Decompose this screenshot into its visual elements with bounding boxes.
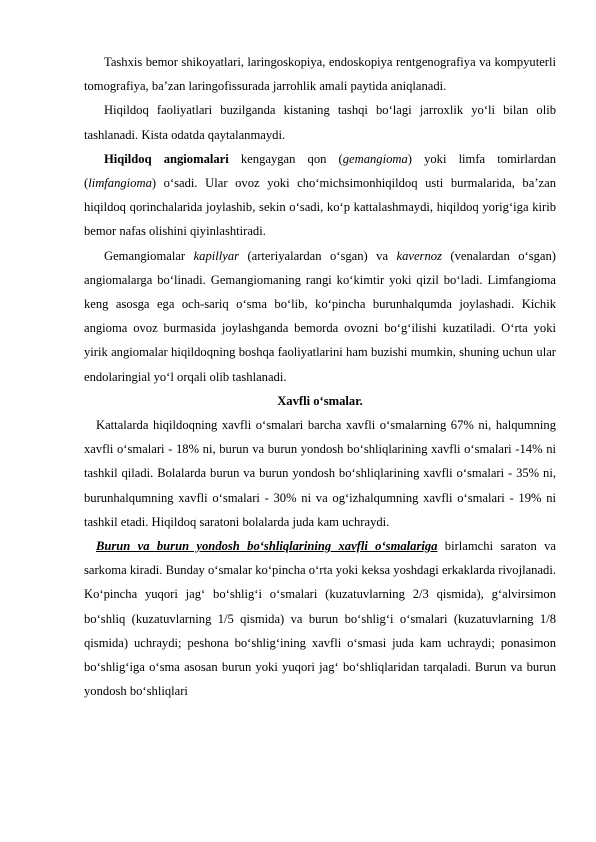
paragraph-diagnosis: Tashxis bemor shikoyatlari, laringoskopiya, endoskopiya rentgenografiya va kompyuterli tomografiya, ba’zan laringofissurada jarrohlik amali paytida aniqlanadi.	[84, 55, 556, 94]
document-page	[84, 50, 556, 703]
term-limfangioma: limfangioma	[88, 176, 152, 191]
text-span: (venalardan o‘sgan) angiomalarga bo‘linadi. Gemangiomaning rangi ko‘kimtir yoki qizil bo‘ladi. Limfangioma keng asosga ega och-sariq o‘sma bo‘lib, ko‘pincha burunhalqumda joylashadi. Kichik angioma ovoz burmasida joylashganda bemorda ovozni bo‘g‘ilishi kuzatiladi. O‘rta yoki yirik angiomalar hiqildoqning boshqa faoliyatlarini ham buzishi mumkin, shuning uchun ular endolaringial yo‘l orqali olib tashlanadi.	[84, 248, 556, 384]
paragraph-statistics: Kattalarda hiqildoqning xavfli o‘smalari barcha xavfli o‘smalarning 67% ni, halqumning xavfli o‘smalari - 18% ni, burun va burun yondosh bo‘shliqlarining xavfli o‘smalari -14% ni tashkil qiladi. Bolalarda burun va burun yondosh bo‘shliqlarining xavfli o‘smalari - 35% ni, burunhalqumning xavfli o‘smalari - 30% ni va og‘izhalqumning xavfli o‘smalari - 19% ni tashkil etadi. Hiqildoq saratoni bolalarda juda kam uchraydi.	[84, 418, 556, 529]
section-heading: Xavfli o‘smalar.	[277, 393, 363, 408]
term-kavernoz: kavernoz	[396, 248, 442, 263]
term-angiomas: Hiqildoq angiomalari	[104, 151, 229, 166]
text-span: ) yoki limfa tomirlardan (	[84, 151, 556, 191]
paragraph-angiomas	[84, 147, 556, 244]
text-span: Gemangiomalar	[104, 248, 194, 263]
paragraph-sinus-tumors	[84, 534, 556, 703]
paragraph-cyst-removal: Hiqildoq faoliyatlari buzilganda kistaning tashqi bo‘lagi jarroxlik yo‘li bilan olib tashlanadi. Kista odatda qaytalanmaydi.	[84, 103, 556, 142]
term-gemangioma: gemangioma	[342, 151, 408, 166]
text-span: (arteriyalardan o‘sgan) va	[239, 248, 397, 263]
paragraph-gemangiomas	[84, 244, 556, 389]
text-span: birlamchi saraton va sarkoma kiradi. Bunday o‘smalar ko‘pincha o‘rta yoki keksa yoshdagi erkaklarda rivojlanadi. Ko‘pincha yuqori jag‘ bo‘shlig‘i o‘smalari (kuzatuvlarning 2/3 qismida), g‘alvirsimon bo‘shliq (kuzatuvlarning 1/5 qismida) va burun bo‘shlig‘i o‘smalari (kuzatuvlarning 1/8 qismida) uchraydi; peshona bo‘shlig‘ining xavfli o‘smasi juda kam uchraydi; ponasimon bo‘shlig‘iga o‘sma asosan burun yoki yuqori jag‘ bo‘shliqlaridan tarqaladi. Burun va burun yondosh bo‘shliqlari	[84, 539, 556, 699]
text-span: ) o‘sadi. Ular ovoz yoki cho‘michsimonhiqildoq usti burmalarida, ba’zan hiqildoq qorinchalarida joylashib, sekin o‘sadi, ko‘p kattalashmaydi, hiqildoq yorig‘iga kirib bemor nafas olishini qiyinlashtiradi.	[84, 176, 556, 239]
text-span: kengaygan qon (	[228, 151, 343, 166]
term-sinus-tumors: Burun va burun yondosh bo‘shliqlarining xavfli o‘smalariga	[96, 539, 438, 554]
term-kapillyar: kapillyar	[193, 248, 240, 263]
